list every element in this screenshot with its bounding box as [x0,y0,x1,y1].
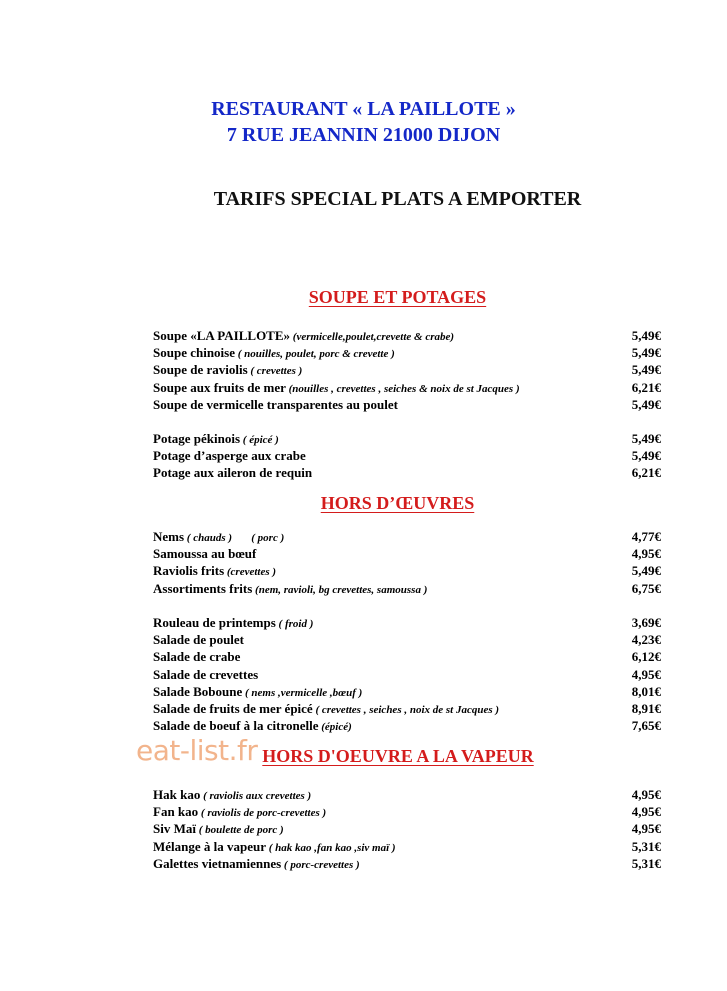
section-title-soupes: SOUPE ET POTAGES [308,287,487,307]
menu-item [153,838,661,855]
menu-item [153,820,661,837]
menu-list-potages [153,430,661,482]
menu-item-price: 6,21€ [631,379,661,395]
menu-item-detail: ( froid ) [275,618,314,630]
menu-item [153,379,661,396]
watermark-logo: eat-list.fr [136,734,258,767]
menu-item [153,447,661,464]
menu-item [153,614,661,631]
menu-item-price: 5,31€ [631,855,661,871]
menu-item-detail: (nouilles , crevettes , seiches & noix de st Jacques ) [285,382,520,395]
menu-item [153,464,661,481]
menu-item-detail: ( crevettes ) [247,365,303,378]
menu-item [153,562,661,579]
page-subtitle: TARIFS SPECIAL PLATS A EMPORTER [213,188,582,210]
menu-item-price: 5,49€ [631,328,661,343]
menu-item-name: Potage d’asperge aux crabe [153,448,306,464]
menu-item-name: Raviolis frits [153,563,225,579]
menu-item-price: 4,23€ [631,632,661,648]
menu-item [153,786,661,803]
menu-item [153,700,661,717]
menu-item-name: Hak kao [153,787,201,802]
restaurant-name: RESTAURANT « LA PAILLOTE » [211,98,516,120]
menu-item-detail: (vermicelle,poulet,crevette & crabe) [290,331,455,343]
menu-item-name: Potage aux aileron de requin [153,465,313,481]
menu-item-price: 4,77€ [631,529,661,544]
menu-item-name: Soupe aux fruits de mer [153,379,286,395]
menu-item [153,803,661,820]
menu-item-name: Soupe «LA PAILLOTE» [153,328,291,343]
menu-item [153,717,661,734]
menu-item-price: 4,95€ [631,821,661,837]
menu-item-price: 4,95€ [631,546,661,562]
menu-item [153,683,661,700]
menu-item-price: 5,49€ [631,345,661,361]
menu-item-name: Assortiments frits [153,580,253,596]
menu-item-price: 4,95€ [631,804,661,820]
menu-item-price: 4,95€ [631,666,661,682]
menu-item [153,545,661,562]
restaurant-address: 7 RUE JEANNIN 21000 DIJON [226,124,501,146]
menu-item-price: 8,01€ [631,683,661,699]
menu-item-name: Salade de crevettes [153,666,259,682]
menu-item-price: 6,21€ [631,465,661,481]
menu-item [153,344,661,361]
menu-item [153,648,661,665]
menu-item-detail: ( nems ,vermicelle ,bœuf ) [242,686,363,699]
menu-item-detail: ( crevettes , seiches , noix de st Jacques ) [312,703,500,716]
menu-item-name: Soupe chinoise [153,345,235,361]
menu-item-name: Galettes vietnamiennes [153,855,282,871]
menu-item-price: 5,49€ [631,563,661,579]
menu-item-detail: ( épicé ) [240,434,279,446]
menu-item [153,580,661,597]
menu-item-price: 5,31€ [631,838,661,854]
menu-item [153,528,661,545]
menu-item-detail: ( hak kao ,fan kao ,siv maï ) [266,841,396,854]
menu-item-price: 4,95€ [631,787,661,802]
section-title-vapeur: HORS D'OEUVRE A LA VAPEUR [262,746,534,766]
menu-item [153,361,661,378]
menu-item [153,396,661,413]
menu-item-detail: (crevettes ) [224,566,277,579]
menu-list-hors-doeuvres-frits [153,528,661,597]
menu-item [153,430,661,447]
menu-list-vapeur [153,786,661,872]
menu-item-price: 5,49€ [631,396,661,412]
menu-item-price: 3,69€ [631,615,661,630]
menu-item-name: Fan kao [153,804,199,820]
menu-item-name: Salade de boeuf à la citronelle [153,718,319,734]
menu-item-price: 5,49€ [631,448,661,464]
menu-item-name: Potage pékinois [153,431,241,446]
menu-item-name: Salade de poulet [153,632,245,648]
menu-list-hors-doeuvres-salades [153,614,661,734]
menu-item-detail: ( raviolis aux crevettes ) [200,790,312,802]
menu-item-price: 6,75€ [631,580,661,596]
menu-item [153,327,661,344]
menu-item-name: Rouleau de printemps [153,615,276,630]
menu-item-name: Mélange à la vapeur [153,838,267,854]
menu-item-name: Soupe de raviolis [153,362,248,378]
menu-item-price: 6,12€ [631,649,661,665]
menu-item-price: 8,91€ [631,700,661,716]
menu-item-name: Siv Maï [153,821,196,837]
menu-item [153,631,661,648]
menu-item-name: Nems [153,529,185,544]
menu-item-detail: ( raviolis de porc-crevettes ) [198,807,327,820]
menu-item-detail: ( nouilles, poulet, porc & crevette ) [235,348,395,361]
menu-item-price: 5,49€ [631,362,661,378]
menu-item-name: Soupe de vermicelle transparentes au poulet [153,396,398,412]
menu-item-detail: (épicé) [318,721,352,734]
menu-item [153,666,661,683]
menu-item-price: 5,49€ [631,431,661,446]
menu-item-price: 7,65€ [631,718,661,734]
menu-item-name: Salade de crabe [153,649,241,665]
menu-item-detail: ( boulette de porc ) [195,824,284,837]
menu-list-soupes [153,327,661,413]
menu-item-name: Salade Boboune [153,683,243,699]
menu-item-name: Salade de fruits de mer épicé [153,700,313,716]
section-title-hors-doeuvres: HORS D’ŒUVRES [320,493,475,513]
menu-item-detail: ( chauds ) ( porc ) [184,532,285,544]
menu-item [153,855,661,872]
menu-item-detail: ( porc-crevettes ) [281,858,360,871]
menu-item-name: Samoussa au bœuf [153,546,257,562]
menu-item-detail: (nem, ravioli, bg crevettes, samoussa ) [252,583,428,596]
